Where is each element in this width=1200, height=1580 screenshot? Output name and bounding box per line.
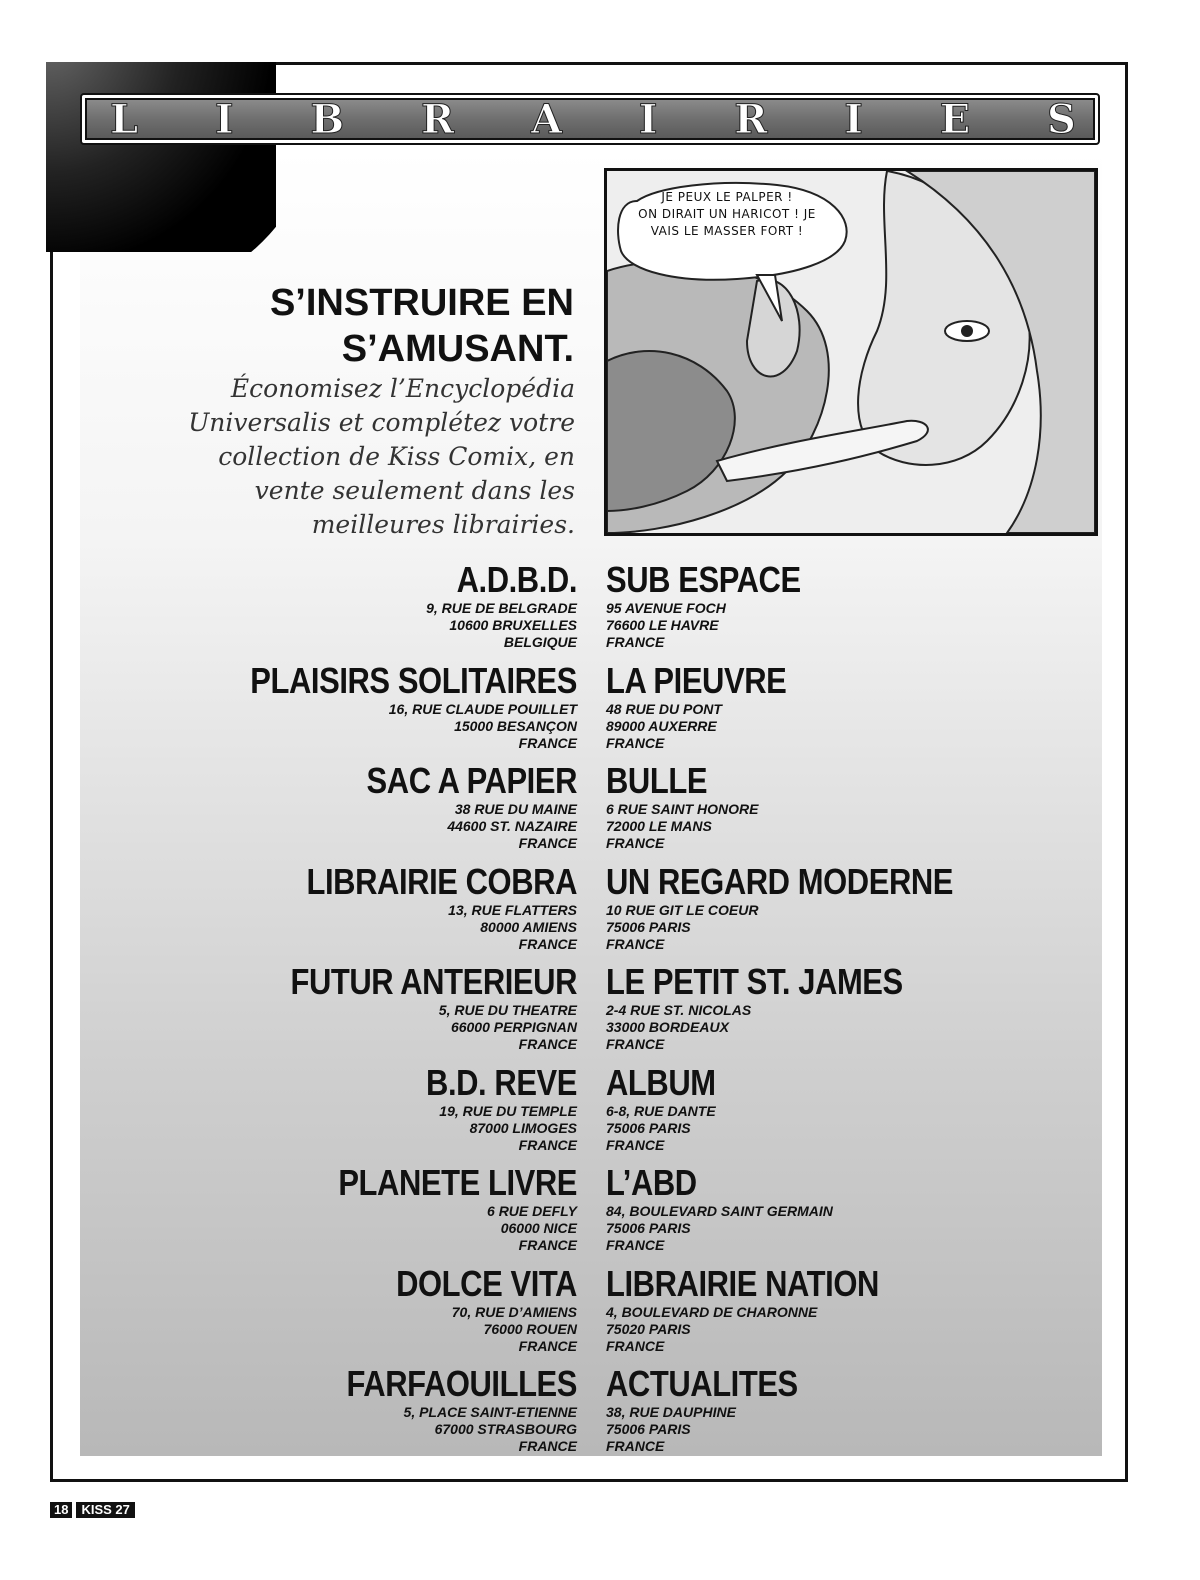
bookstore-name: BULLE xyxy=(606,760,708,801)
bookstore-address-line: 75006 PARIS xyxy=(606,1220,691,1236)
bookstore-address-line: 76000 ROUEN xyxy=(483,1320,577,1337)
bookstore-address-line: 67000 STRASBOURG xyxy=(434,1421,577,1437)
bookstore-address-line: FRANCE xyxy=(606,1136,665,1153)
section-title-letter: R xyxy=(420,95,457,143)
bookstore-entry xyxy=(157,962,577,1063)
bookstore-name: FARFAOUILLES xyxy=(346,1363,577,1404)
bookstore-entry xyxy=(606,1063,1086,1164)
bookstore-entry xyxy=(157,1264,577,1365)
bookstore-address-line: 70, RUE D’AMIENS xyxy=(451,1303,577,1320)
headline xyxy=(270,280,574,372)
bookstore-name: DOLCE VITA xyxy=(396,1262,577,1304)
section-title-letter: S xyxy=(1047,95,1078,143)
bookstore-address-line: 75006 PARIS xyxy=(606,1421,691,1437)
page-footer xyxy=(50,1502,135,1518)
bookstore-address-line: 89000 AUXERRE xyxy=(606,717,717,734)
bookstore-address-line: FRANCE xyxy=(606,1036,665,1052)
magazine-issue: KISS 27 xyxy=(76,1502,134,1518)
bookstore-address-line: FRANCE xyxy=(606,634,665,650)
bookstore-address-line: 33000 BORDEAUX xyxy=(606,1019,729,1035)
bookstore-name: LE PETIT ST. JAMES xyxy=(606,961,903,1002)
speech-bubble-text xyxy=(627,189,827,240)
bookstore-address-line: 95 AVENUE FOCH xyxy=(606,600,726,616)
intro-line: collection de Kiss Comix, en xyxy=(218,442,575,471)
bookstore-address-line: 75006 PARIS xyxy=(606,1119,691,1136)
bookstore-address-line: 16, RUE CLAUDE POUILLET xyxy=(388,700,577,717)
bookstore-address-line: FRANCE xyxy=(518,835,577,851)
intro-paragraph xyxy=(95,372,575,542)
bookstore-entry xyxy=(606,962,1086,1063)
bookstore-entry xyxy=(157,560,577,661)
bookstore-entry xyxy=(606,1264,1086,1365)
page-number: 18 xyxy=(50,1502,72,1518)
bookstore-name: SUB ESPACE xyxy=(606,559,801,600)
bookstore-address-line: FRANCE xyxy=(606,835,665,851)
bookstore-entry xyxy=(606,1163,1086,1264)
bookstore-name: B.D. REVE xyxy=(426,1061,577,1103)
bookstore-address-line: 9, RUE DE BELGRADE xyxy=(426,600,577,616)
bookstore-address-line: 84, BOULEVARD SAINT GERMAIN xyxy=(606,1203,833,1219)
bookstore-address-line: 76600 LE HAVRE xyxy=(606,617,719,633)
bookstore-address-line: 75020 PARIS xyxy=(606,1320,691,1337)
bookstore-name: UN REGARD MODERNE xyxy=(606,860,954,902)
bookstore-name: LA PIEUVRE xyxy=(606,659,787,701)
headline-line-2: S’AMUSANT. xyxy=(341,328,574,370)
bookstore-name: LIBRAIRIE COBRA xyxy=(306,860,577,902)
bookstore-address-line: FRANCE xyxy=(518,1337,577,1354)
bookstore-list-right xyxy=(606,560,1086,1465)
bookstore-entry xyxy=(157,1163,577,1264)
bookstore-address-line: 80000 AMIENS xyxy=(480,918,577,935)
bookstore-entry xyxy=(606,1364,1086,1465)
speech-bubble-line: ON DIRAIT UN HARICOT ! JE xyxy=(638,207,816,221)
bookstore-address-line: 10 RUE GIT LE COEUR xyxy=(606,901,759,918)
bookstore-entry xyxy=(157,661,577,762)
section-header xyxy=(80,93,1100,145)
bookstore-entry xyxy=(606,560,1086,661)
bookstore-name: PLAISIRS SOLITAIRES xyxy=(250,659,577,701)
bookstore-address-line: 38 RUE DU MAINE xyxy=(454,801,577,817)
bookstore-address-line: FRANCE xyxy=(606,1438,665,1454)
bookstore-address-line: 44600 ST. NAZAIRE xyxy=(447,818,577,834)
bookstore-entry xyxy=(157,761,577,862)
bookstore-address-line: FRANCE xyxy=(606,734,665,751)
bookstore-address-line: FRANCE xyxy=(518,1036,577,1052)
bookstore-name: L’ABD xyxy=(606,1162,697,1203)
bookstore-address-line: 6 RUE SAINT HONORE xyxy=(606,801,759,817)
section-title-letter: I xyxy=(214,95,236,143)
bookstore-address-line: 48 RUE DU PONT xyxy=(606,700,722,717)
section-title-letter: I xyxy=(638,95,660,143)
headline-line-1: S’INSTRUIRE EN xyxy=(269,282,574,324)
section-title-letter: R xyxy=(734,95,770,143)
bookstore-address-line: 2-4 RUE ST. NICOLAS xyxy=(606,1002,752,1018)
bookstore-entry xyxy=(606,661,1086,762)
bookstore-name: PLANETE LIVRE xyxy=(338,1162,577,1203)
bookstore-entry xyxy=(157,862,577,963)
section-title-letter: A xyxy=(530,95,565,143)
section-title-letter: L xyxy=(110,95,141,143)
bookstore-entry xyxy=(157,1364,577,1465)
bookstore-address-line: FRANCE xyxy=(606,1237,665,1253)
bookstore-entry xyxy=(157,1063,577,1164)
bookstore-address-line: 10600 BRUXELLES xyxy=(449,617,577,633)
bookstore-address-line: 66000 PERPIGNAN xyxy=(450,1019,577,1035)
bookstore-address-line: 75006 PARIS xyxy=(606,918,691,935)
bookstore-address-line: 6 RUE DEFLY xyxy=(487,1203,577,1219)
bookstore-address-line: 06000 NICE xyxy=(500,1220,577,1236)
section-title xyxy=(80,93,1100,145)
section-title-letter: E xyxy=(939,95,973,143)
bookstore-address-line: FRANCE xyxy=(518,1438,577,1454)
intro-line: Universalis et complétez votre xyxy=(188,408,575,437)
bookstore-address-line: 87000 LIMOGES xyxy=(469,1119,577,1136)
bookstore-address-line: 5, RUE DU THEATRE xyxy=(438,1002,577,1018)
bookstore-address-line: FRANCE xyxy=(606,935,665,952)
decorative-sphere xyxy=(46,62,276,252)
bookstore-address-line: 19, RUE DU TEMPLE xyxy=(439,1102,577,1119)
bookstore-address-line: 72000 LE MANS xyxy=(606,818,712,834)
speech-bubble-line: VAIS LE MASSER FORT ! xyxy=(650,224,804,238)
speech-bubble-line: JE PEUX LE PALPER ! xyxy=(661,190,793,204)
bookstore-address-line: FRANCE xyxy=(518,734,577,751)
bookstore-address-line: 38, RUE DAUPHINE xyxy=(606,1404,736,1420)
section-title-letter: B xyxy=(310,95,347,143)
section-title-letter: I xyxy=(844,95,865,143)
bookstore-address-line: 6-8, RUE DANTE xyxy=(606,1102,716,1119)
bookstore-name: ALBUM xyxy=(606,1061,716,1103)
bookstore-address-line: FRANCE xyxy=(606,1337,665,1354)
bookstore-name: ACTUALITES xyxy=(606,1363,798,1404)
bookstore-name: SAC A PAPIER xyxy=(366,760,577,801)
bookstore-address-line: FRANCE xyxy=(518,1136,577,1153)
bookstore-name: FUTUR ANTERIEUR xyxy=(290,961,577,1002)
bookstore-list-left xyxy=(157,560,577,1465)
bookstore-address-line: FRANCE xyxy=(518,935,577,952)
bookstore-address-line: 5, PLACE SAINT-ETIENNE xyxy=(403,1404,577,1420)
bookstore-entry xyxy=(606,862,1086,963)
bookstore-name: A.D.B.D. xyxy=(456,559,577,600)
bookstore-name: LIBRAIRIE NATION xyxy=(606,1262,879,1304)
bookstore-address-line: 4, BOULEVARD DE CHARONNE xyxy=(606,1303,818,1320)
intro-line: Économisez l’Encyclopédia xyxy=(230,374,575,403)
bookstore-address-line: FRANCE xyxy=(518,1237,577,1253)
bookstore-entry xyxy=(606,761,1086,862)
bookstore-address-line: 15000 BESANÇON xyxy=(454,717,577,734)
bookstore-address-line: BELGIQUE xyxy=(503,634,577,650)
comic-panel xyxy=(604,168,1098,536)
intro-line: meilleures librairies. xyxy=(311,510,575,539)
bookstore-address-line: 13, RUE FLATTERS xyxy=(448,901,577,918)
intro-line: vente seulement dans les xyxy=(254,476,575,505)
